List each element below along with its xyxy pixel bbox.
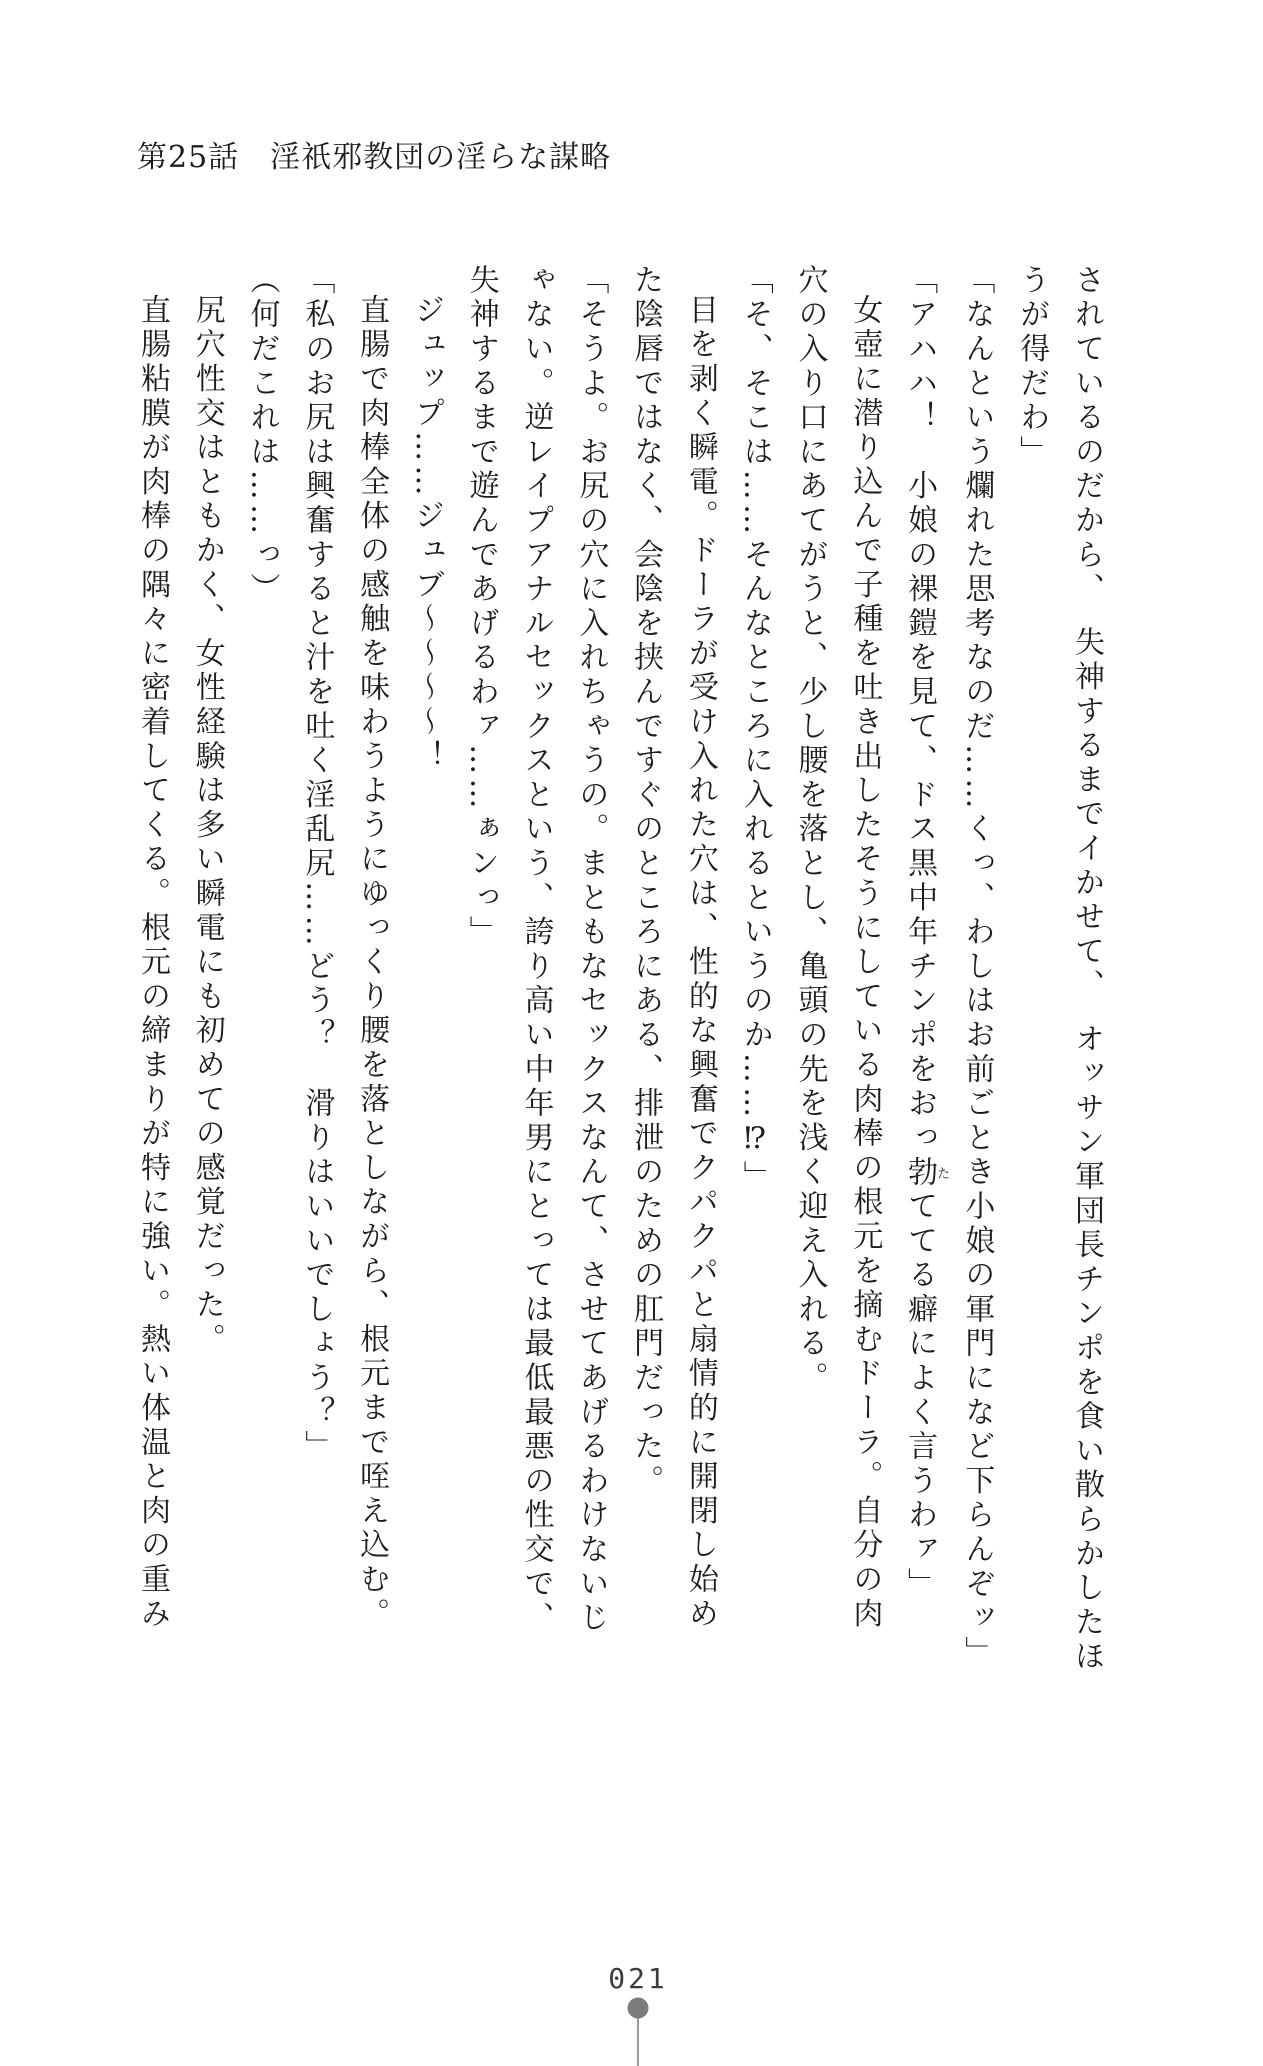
text-line: 「なんという爛れた思考なのだ……くっ、わしはお前ごとき小娘の軍門になど下らんぞッ」 — [959, 264, 995, 1671]
text-line: ジュップ……ジュブ～～～～！ — [408, 294, 444, 775]
text-line: ゃない。逆レイプアナルセックスという、誇り高い中年男にとっては最低最悪の性交で、 — [518, 264, 554, 1636]
text-line: 尻穴性交はともかく、女性経験は多い瞬電にも初めての感覚だった。 — [189, 294, 225, 1358]
text-line: 「そ、そこは……そんなところに入れるというのか……⁉」 — [737, 264, 773, 1196]
text-line: 直腸粘膜が肉棒の隅々に密着してくる。根元の締まりが特に強い。熱い体温と肉の重み — [134, 294, 170, 1632]
text-line: 「アハハ！ 小娘の裸鎧を見て、ドス黒中年チンポをおっ勃たててる癖によく言うわァ」 — [902, 264, 950, 1602]
text-line: 失神するまで遊んであげるわァ……ぁンっ」 — [463, 264, 499, 950]
ruby-annotated-char: 勃た — [902, 1155, 950, 1191]
text-line: 女壺に潜り込んで子種を吐き出したそうにしている肉棒の根元を摘むドーラ。自分の肉 — [847, 294, 883, 1632]
vertical-text-block — [125, 264, 1113, 1794]
page-number: 021 — [608, 1962, 668, 1995]
chapter-header: 第25話 淫祇邪教団の淫らな謀略 — [137, 140, 612, 175]
text-line: されているのだから、 失神するまでイかせて、 オッサン軍団長チンポを食い散らかしたほ — [1069, 264, 1104, 1675]
text-line: （何だこれは……っ） — [244, 264, 280, 607]
text-line: うが得だわ」 — [1014, 264, 1050, 470]
text-line: 目を剥く瞬電。ドーラが受け入れた穴は、性的な興奮でクパクパと扇情的に開閉し始め — [682, 294, 718, 1632]
text-line: 「そうよ。お尻の穴に入れちゃうの。まともなセックスなんて、させてあげるわけないじ — [573, 264, 609, 1636]
text-line: 「私のお尻は興奮すると汁を吐く淫乱尻……どう？ 滑りはいいでしょう？」 — [299, 264, 335, 1465]
text-line: た陰唇ではなく、会陰を挟んですぐのところにある、排泄のための肛門だった。 — [628, 264, 664, 1499]
footer-decoration-dot — [628, 1998, 649, 2019]
text-line: 穴の入り口にあてがうと、少し腰を落とし、亀頭の先を浅く迎え入れる。 — [792, 264, 828, 1396]
text-line: 直腸で肉棒全体の感触を味わうようにゆっくり腰を落としながら、根元まで咥え込む。 — [354, 294, 390, 1632]
